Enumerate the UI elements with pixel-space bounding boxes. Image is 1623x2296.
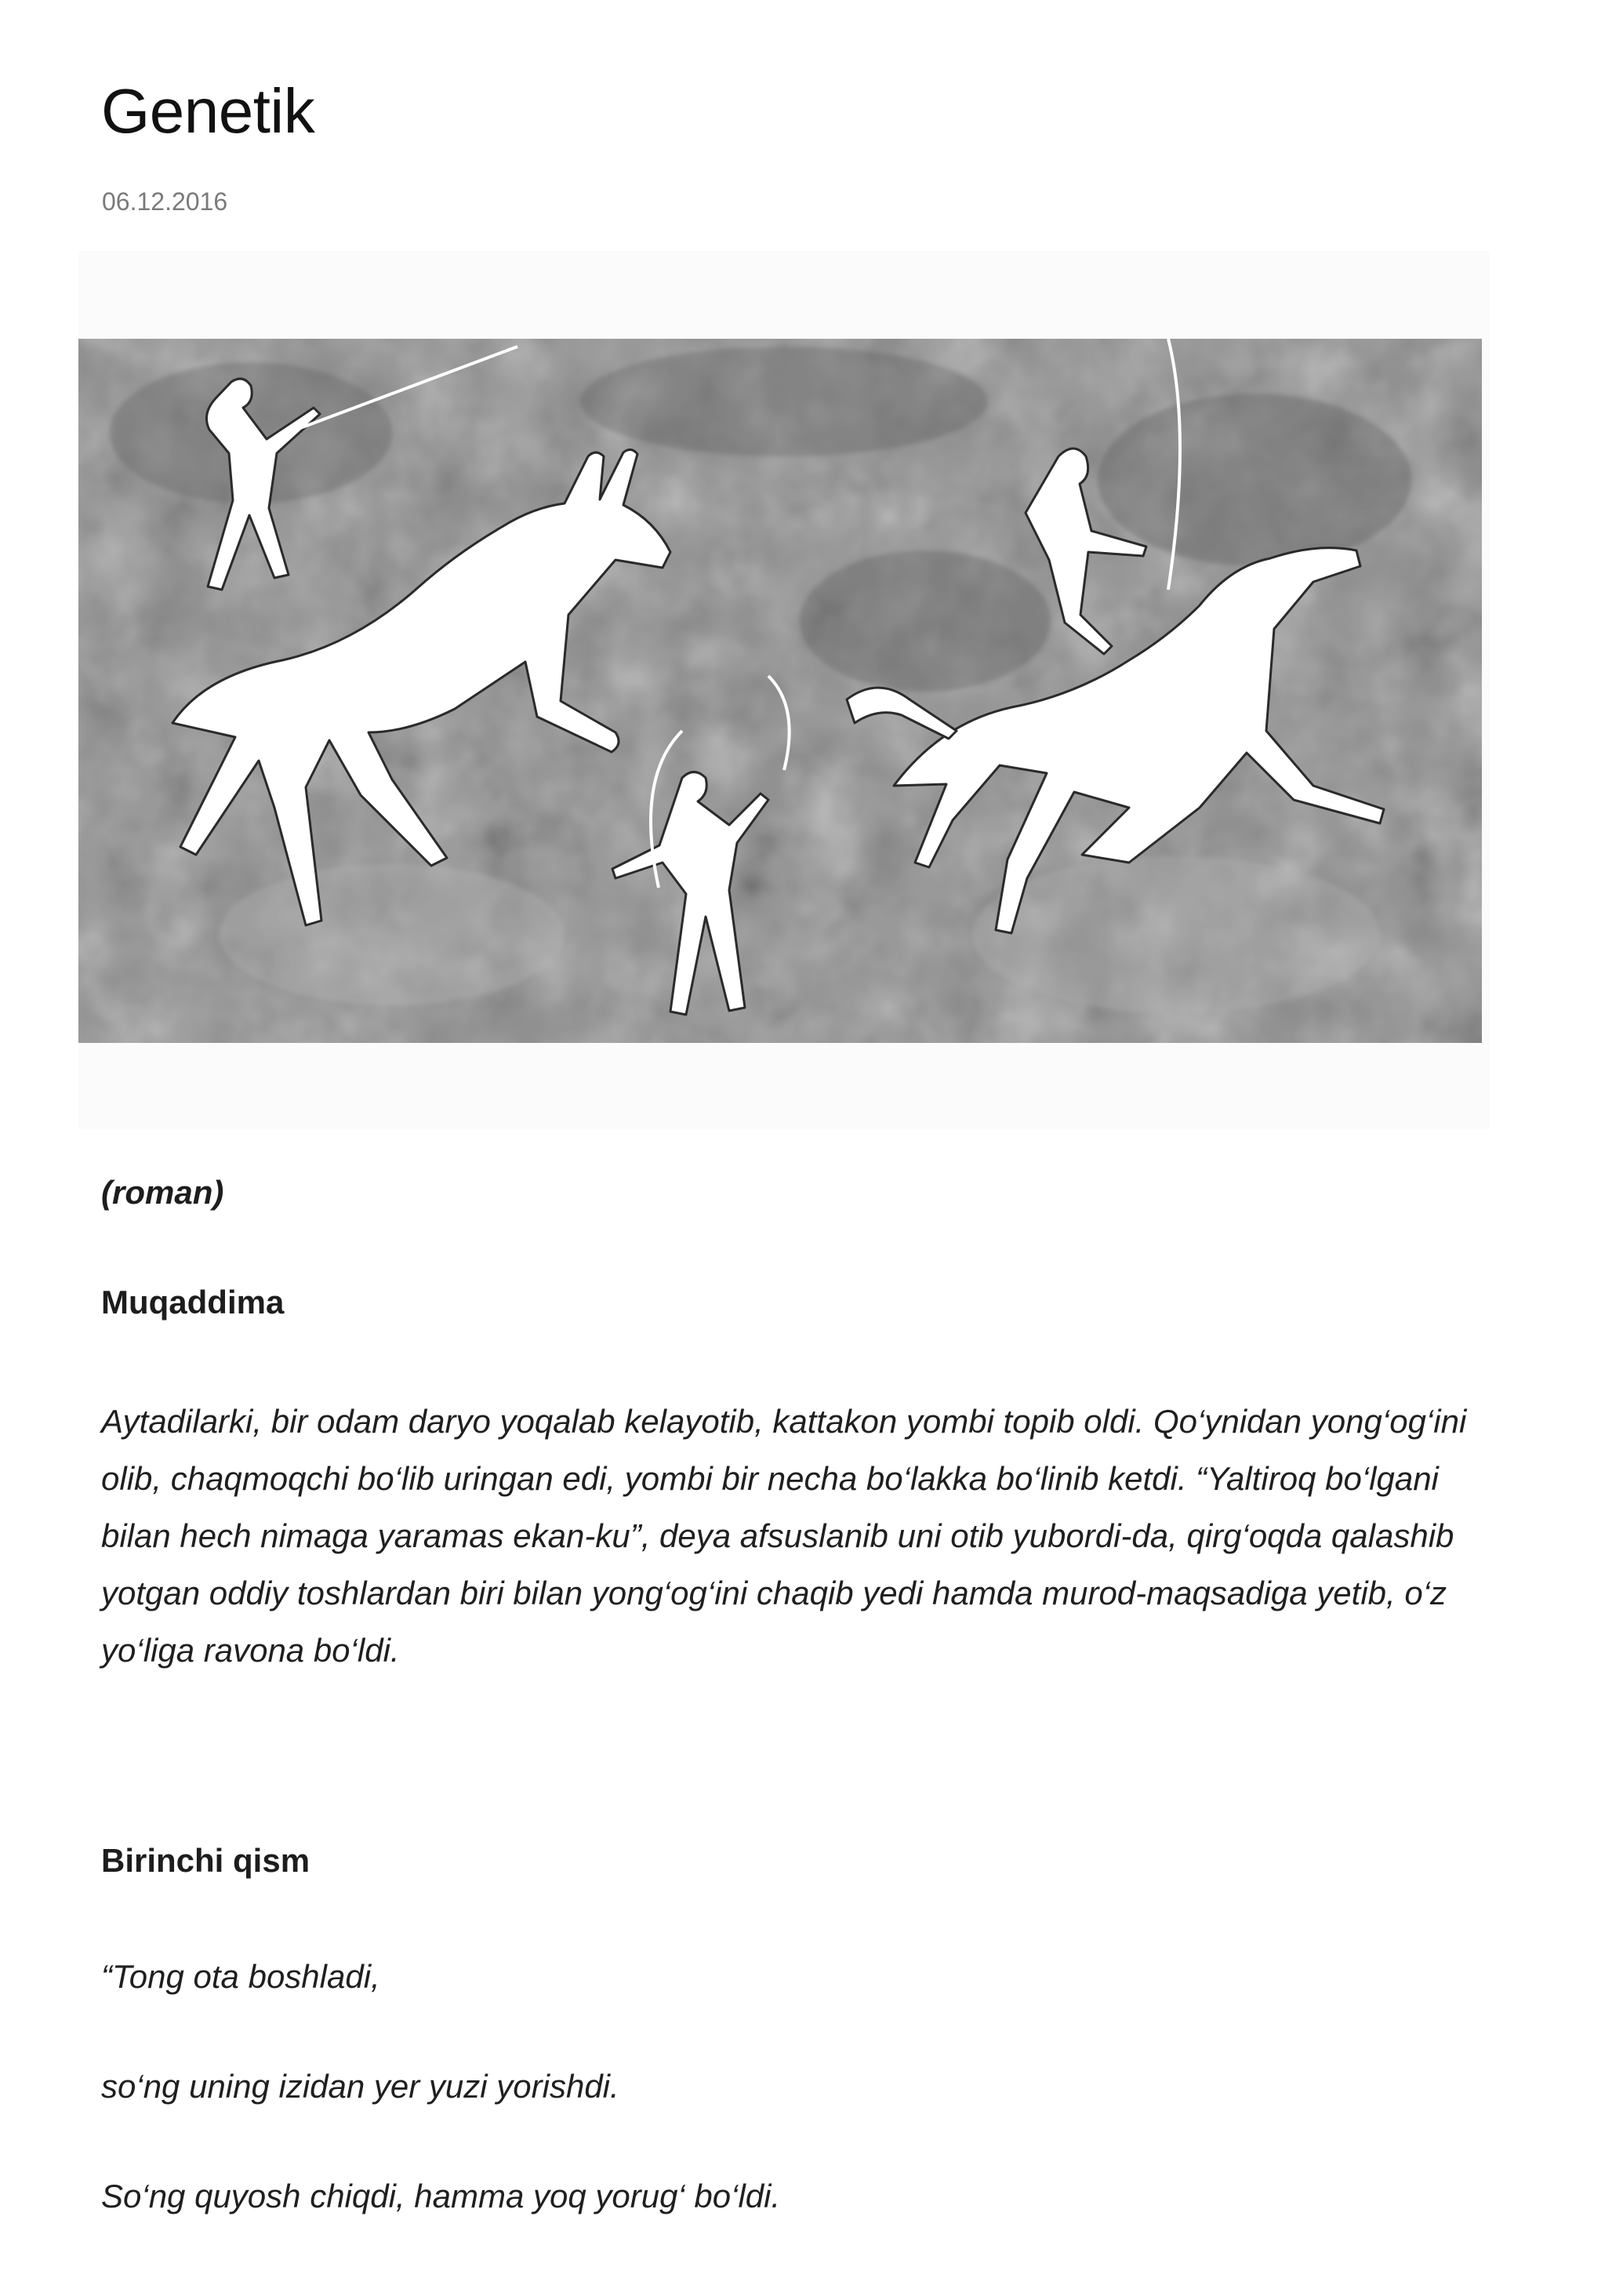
section-heading-part1: Birinchi qism — [101, 1842, 310, 1879]
intro-line-1: Aytadilarki, bir odam daryo yoqalab kelayotib, kattakon yombi topib oldi. Qo‘ynidan yong‘og‘ini — [101, 1403, 1467, 1440]
article-title: Genetik — [101, 76, 315, 146]
intro-line-3: bilan hech nimaga yaramas ekan-ku”, deya afsuslanib uni otib yubordi-da, qirg‘oqda qalashib — [101, 1517, 1454, 1554]
intro-line-5: yo‘liga ravona bo‘ldi. — [101, 1632, 400, 1669]
section-heading-intro: Muqaddima — [101, 1284, 285, 1321]
intro-line-2: olib, chaqmoqchi bo‘lib uringan edi, yombi bir necha bo‘lakka bo‘linib ketdi. “Yaltiroq bo‘lgani — [101, 1460, 1439, 1497]
verse-line-2: so‘ng uning izidan yer yuzi yorishdi. — [101, 2068, 619, 2105]
cave-painting-illustration — [78, 339, 1482, 1043]
verse-line-1: “Tong ota boshladi, — [101, 1958, 380, 1995]
article-subtitle: (roman) — [101, 1174, 224, 1211]
intro-line-4: yotgan oddiy toshlardan biri bilan yong‘og‘ini chaqib yedi hamda murod-maqsadiga yetib, o‘z — [101, 1575, 1447, 1611]
cave-painting-icon — [78, 339, 1482, 1043]
verse-line-3: So‘ng quyosh chiqdi, hamma yoq yorug‘ bo‘ldi. — [101, 2178, 781, 2214]
article-date: 06.12.2016 — [102, 187, 228, 216]
